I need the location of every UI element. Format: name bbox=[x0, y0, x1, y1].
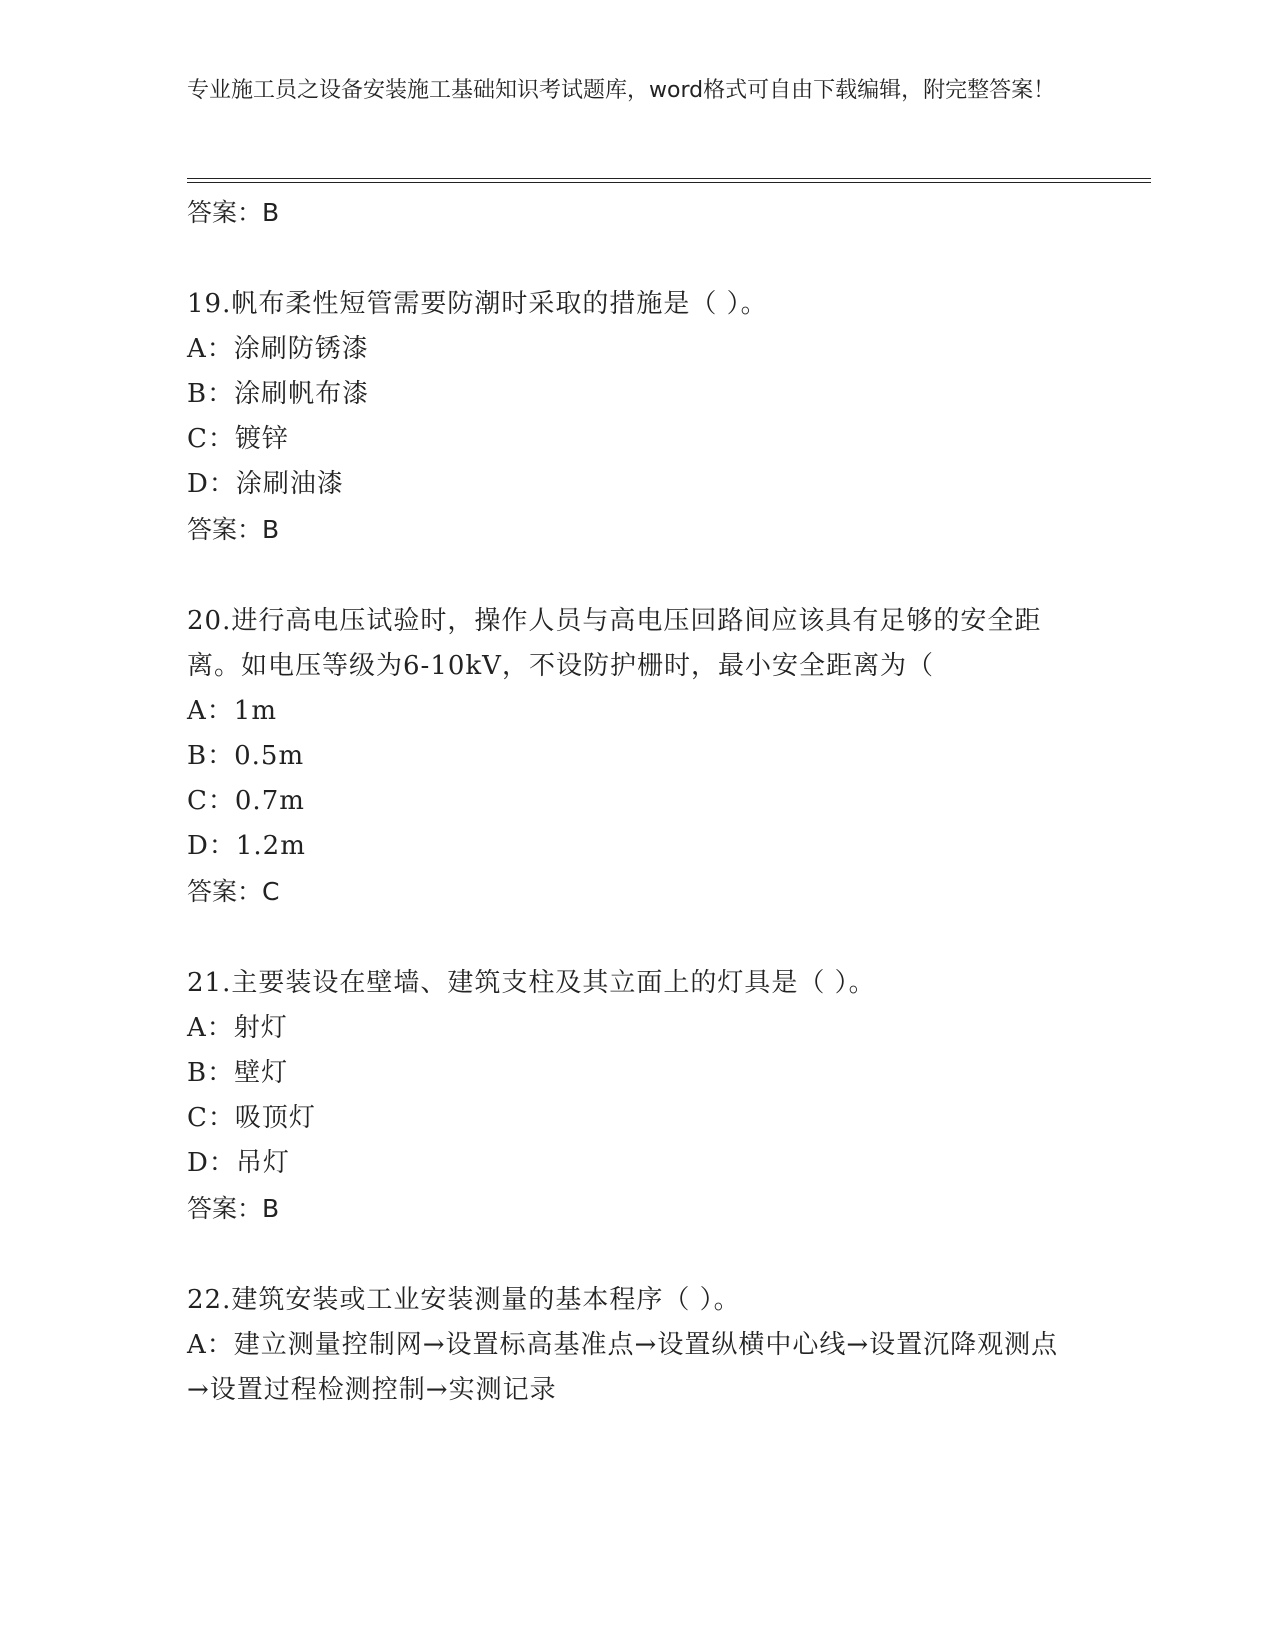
option-c: C：镀锌 bbox=[187, 424, 289, 454]
answer-line: 答案：B bbox=[187, 515, 280, 544]
question-block bbox=[187, 1278, 1087, 1413]
question-block bbox=[187, 282, 1087, 552]
option-c: C：0.7m bbox=[187, 786, 305, 816]
answer-line: 答案：B bbox=[187, 198, 280, 227]
question-text: 21.主要装设在壁墙、建筑支柱及其立面上的灯具是（ ）。 bbox=[187, 968, 876, 998]
spacer bbox=[187, 914, 1087, 961]
spacer bbox=[187, 235, 1087, 282]
option-b: B：壁灯 bbox=[187, 1058, 289, 1088]
question-text: 19.帆布柔性短管需要防潮时采取的措施是（ ）。 bbox=[187, 289, 768, 319]
option-a: A：建立测量控制网→设置标高基准点→设置纵横中心线→设置沉降观测点→设置过程检测控制→实测记录 bbox=[187, 1330, 1059, 1405]
question-text: 22.建筑安装或工业安装测量的基本程序（ ）。 bbox=[187, 1285, 741, 1315]
option-a: A：1m bbox=[187, 696, 277, 726]
question-content bbox=[187, 190, 1087, 1413]
question-block bbox=[187, 599, 1087, 914]
document-header bbox=[187, 74, 1067, 107]
answer-line: 答案：B bbox=[187, 1194, 280, 1223]
option-b: B：涂刷帆布漆 bbox=[187, 379, 370, 409]
option-c: C：吸顶灯 bbox=[187, 1103, 316, 1133]
option-a: A：涂刷防锈漆 bbox=[187, 334, 369, 364]
header-rule-bottom bbox=[187, 182, 1151, 183]
question-text: 20.进行高电压试验时，操作人员与高电压回路间应该具有足够的安全距离。如电压等级为6-10kV，不设防护栅时，最小安全距离为（ bbox=[187, 606, 1042, 681]
question-block bbox=[187, 961, 1087, 1231]
header-rule-top bbox=[187, 178, 1151, 179]
spacer bbox=[187, 1231, 1087, 1278]
header-text: 专业施工员之设备安装施工基础知识考试题库，word格式可自由下载编辑，附完整答案！ bbox=[187, 78, 1056, 103]
option-d: D：吊灯 bbox=[187, 1148, 290, 1178]
answer-line: 答案：C bbox=[187, 877, 280, 906]
spacer bbox=[187, 552, 1087, 599]
option-b: B：0.5m bbox=[187, 741, 305, 771]
option-a: A：射灯 bbox=[187, 1013, 288, 1043]
option-d: D：1.2m bbox=[187, 831, 306, 861]
option-d: D：涂刷油漆 bbox=[187, 469, 344, 499]
